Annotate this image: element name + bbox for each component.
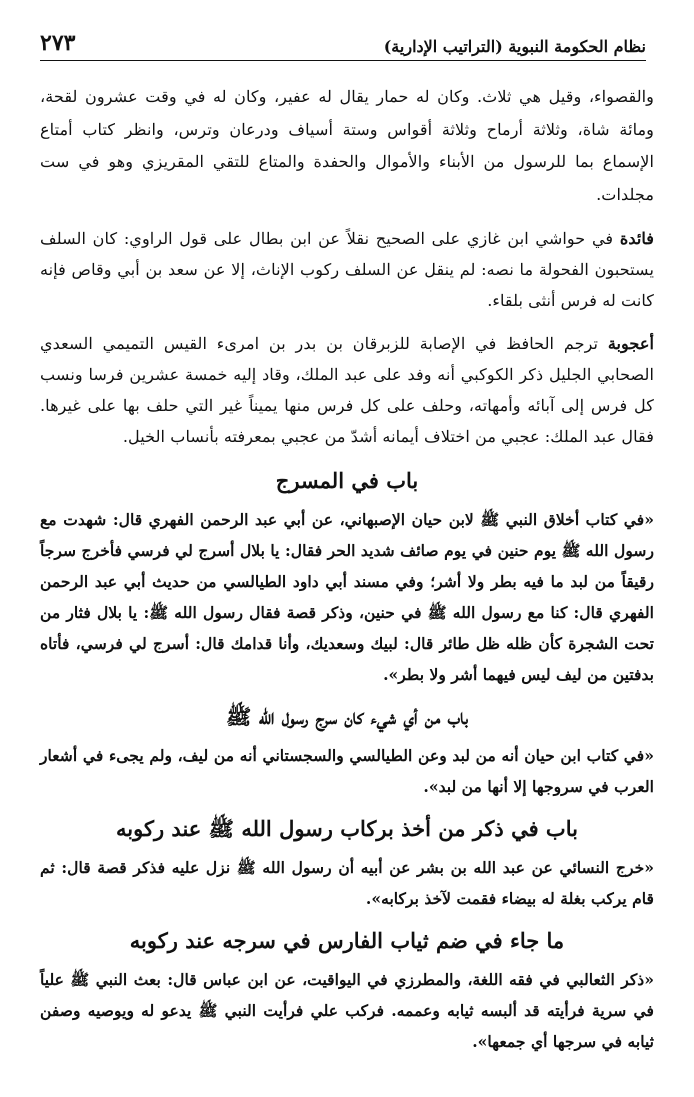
paragraph-text: والقصواء، وقيل هي ثلاث. وكان له حمار يقال له عفير، وكان له في وقت عشرون لقحة، ومائة شاة، وثلاثة أرماح وثلاثة أقواس وستة أسياف ودرعان وترس، وانظر كتاب أمتاع الإسماع بما للرسول من الأبناء والأموال والحفدة والمتاع للتقي المقريزي وهو في ست مجلدات. <box>40 87 654 204</box>
section-heading-stirrup: باب في ذكر من أخذ بركاب رسول الله ﷺ عند ركوبه <box>116 816 578 841</box>
paragraph-text: في حواشي ابن غازي على الصحيح نقلاً عن ابن بطال على قول الراوي: كان السلف يستحبون الفحولة ما نصه: لم ينقل عن السلف ركوب الإناث، إلا عن سعد بن أبي وقاص فإنه كانت له فرس أنثى بلقاء. <box>40 229 654 310</box>
quote-saddle-material: «في كتاب ابن حيان أنه من لبد وعن الطيالسي والسجستاني أنه من ليف، ولم يجىء في أشعار العرب في سروجها إلا أنها من لبد». <box>40 746 654 796</box>
section-heading-saddling: باب في المسرج <box>275 468 419 493</box>
header-title: نظام الحكومة النبوية (التراتيب الإدارية) <box>383 37 646 56</box>
quote-rider-clothes: «ذكر الثعالبي في فقه اللغة، والمطرزي في اليواقيت، عن ابن عباس قال: بعث النبي ﷺ علياً في سرية فرأيته قد ألبسه ثيابه وعممه. فركب علي فرأيت النبي ﷺ يدعو له ويوصيه وصفن ثيابه في سرجها أي جمعها». <box>40 970 654 1051</box>
paragraph-lead-word: فائدة <box>619 229 654 248</box>
section-heading-rider-clothes: ما جاء في ضم ثياب الفارس في سرجه عند ركوبه <box>129 928 565 953</box>
paragraph-lead-word: أعجوبة <box>607 334 654 353</box>
running-header <box>40 30 646 61</box>
page-number: ٢٧٣ <box>40 30 76 56</box>
paragraph-benefit <box>40 223 654 316</box>
section-heading-saddle-material: باب من أي شيء كان سرج رسول الله ﷺ <box>226 704 468 729</box>
quote-saddling: «في كتاب أخلاق النبي ﷺ لابن حيان الإصبهاني، عن أبي عبد الرحمن الفهري قال: شهدت مع رسول الله ﷺ يوم حنين في يوم صائف شديد الحر فقال: يا بلال أسرج لي فرسي فأخرج سرجاً رقيقاً من لبد ما فيه بطر ولا أشر؛ وفي مسند أبي داود الطيالسي من حديث أبي عبد الرحمن الفهري قال: كنا مع رسول الله ﷺ في حنين، وذكر قصة فقال رسول الله ﷺ: يا بلال فثار من تحت الشجرة كأن ظله ظل طائر قال: لبيك وسعديك، وأنا قدامك قال: أسرج لي فرسي، فأتاه بدفتين من ليف ليس فيهما أشر ولا بطر». <box>40 510 654 684</box>
paragraph-text: ترجم الحافظ في الإصابة للزبرقان بن بدر بن امرىء القيس التميمي السعدي الصحابي الجليل ذكر الكوكبي أنه وفد على عبد الملك، وقاد إليه خمسة عشرين فرسا ونسب كل فرس إلى آبائه وأمهاته، وحلف على كل فرس منها يميناً غير التي حلف بها على غيرها. فقال عبد الملك: عجبي من اختلاف أيمانه أشدّ من عجبي بمعرفته بأنساب الخيل. <box>40 334 654 446</box>
paragraph-camels-weapons <box>40 81 654 211</box>
quote-stirrup: «خرج النسائي عن عبد الله بن بشر عن أبيه أن رسول الله ﷺ نزل عليه فذكر قصة قال: ثم قام يركب بغلة له بيضاء فقمت لآخذ بركابه». <box>40 858 654 908</box>
paragraph-marvel <box>40 328 654 452</box>
